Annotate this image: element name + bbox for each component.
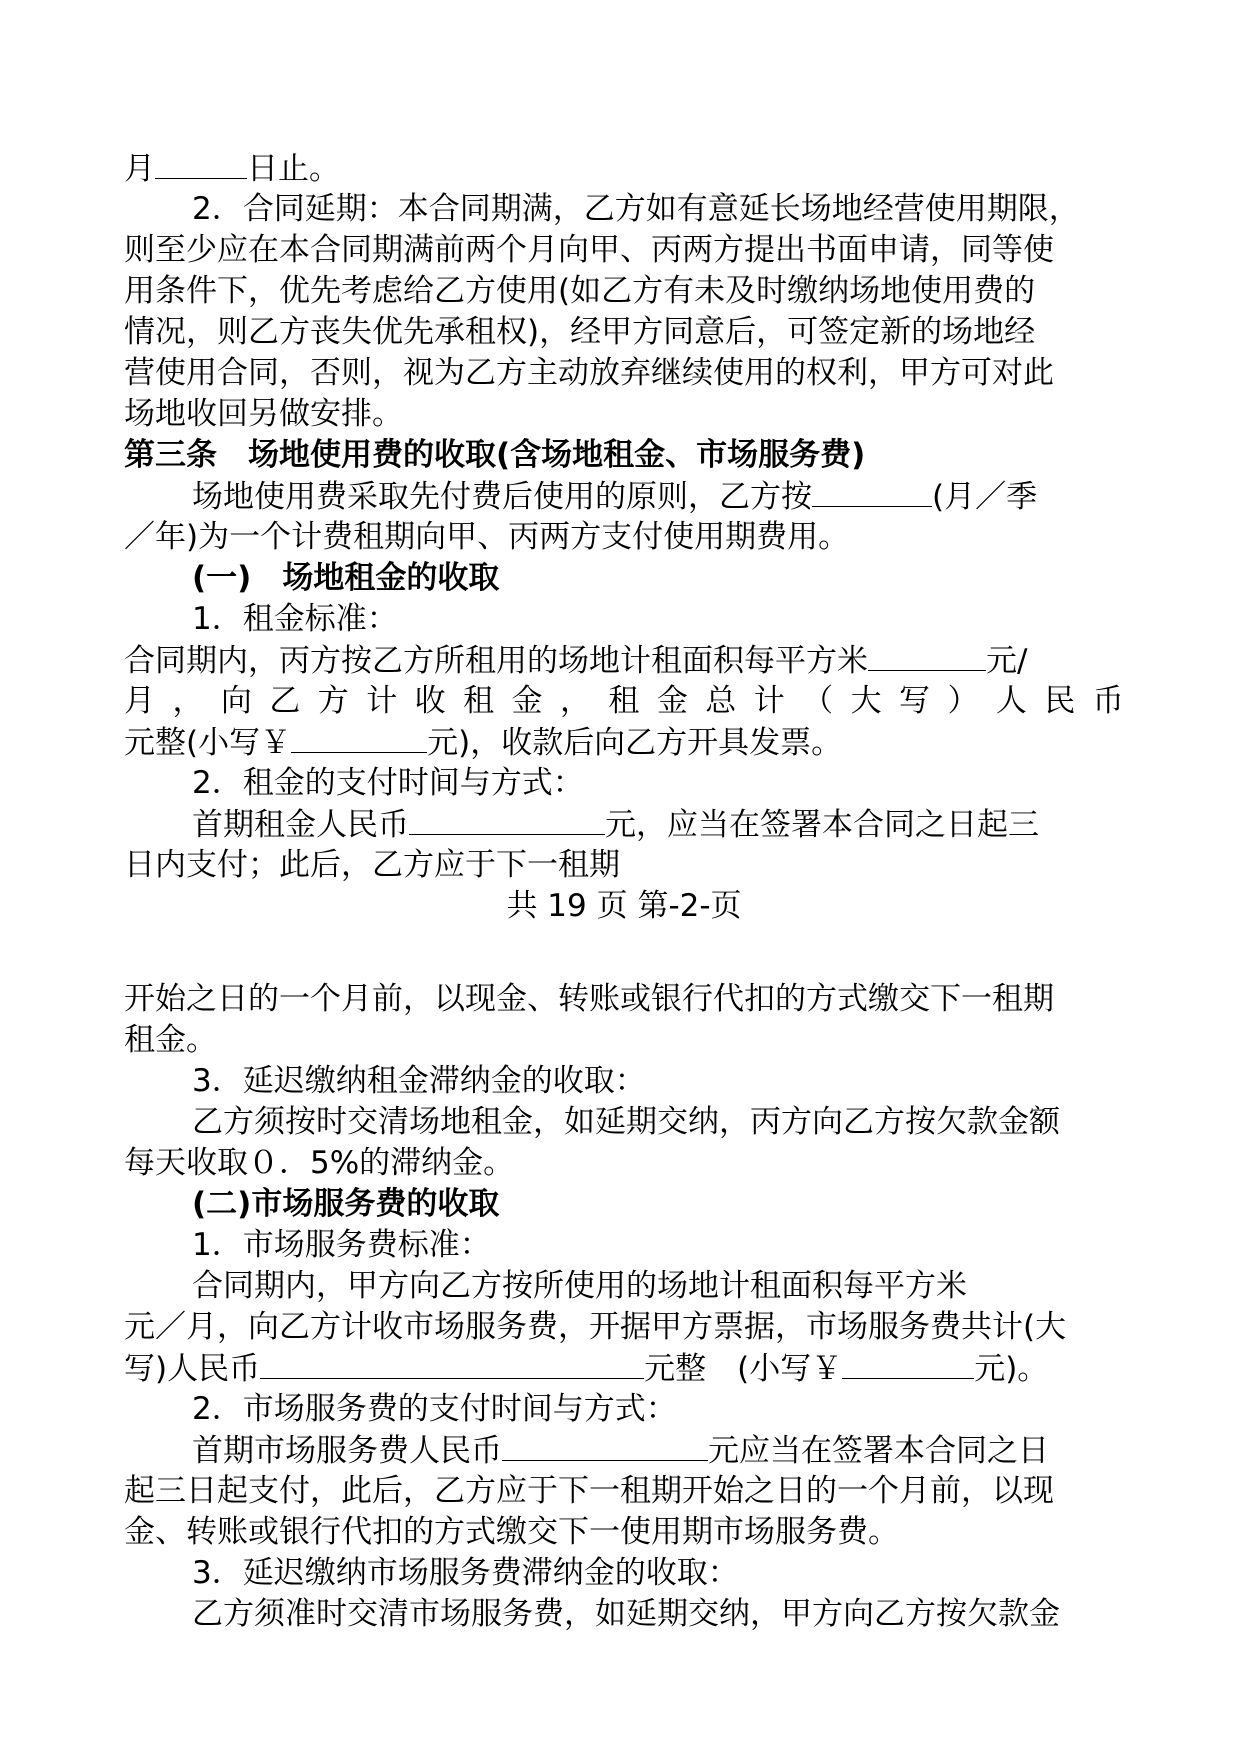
text-line: 2．合同延期：本合同期满，乙方如有意延长场地经营使用期限， [192,191,1080,227]
text-line: 则至少应在本合同期满前两个月向甲、丙两方提出书面申请，同等使 [124,232,1054,268]
text-line: 每天收取０．5%的滞纳金。 [124,1145,515,1181]
text-line [124,804,1124,845]
text-line: 2．市场服务费的支付时间与方式： [192,1391,677,1427]
text-line: 金、转账或银行代扣的方式缴交下一使用期市场服务费。 [124,1514,899,1550]
text-line: 日内支付；此后，乙方应于下一租期 [124,847,620,883]
section-heading: (一) 场地租金的收取 [192,560,500,596]
text-segment: (月／季 [932,479,1038,515]
justified-char: 金 [656,683,688,719]
text-segment: 元整(小写￥ [124,725,292,761]
text-line [124,640,1124,681]
justified-char: 人 [995,683,1027,719]
text-line [124,722,1124,763]
justified-char: ， [559,683,591,719]
justified-char: 月 [124,683,155,719]
page-footer: 共 19 页 第-2-页 [506,888,742,924]
text-segment: 月 [124,151,155,187]
text-line [124,148,1124,189]
text-segment: 元)。 [974,1351,1049,1387]
blank-field[interactable] [155,148,247,179]
blank-field[interactable] [868,640,986,671]
text-line: 情况，则乙方丧失优先承租权)，经甲方同意后，可签定新的场地经 [124,314,1036,350]
text-line: ／年)为一个计费租期向甲、丙两方支付使用期费用。 [124,519,850,555]
text-line: 元／月，向乙方计收市场服务费，开据甲方票据，市场服务费共计(大 [124,1309,1067,1345]
text-line: 1．租金标准： [192,601,398,637]
blank-field[interactable] [291,722,427,753]
section-heading: (二)市场服务费的收取 [192,1186,500,1222]
text-segment: 元整 (小写￥ [644,1351,843,1387]
justified-char: 租 [463,683,495,719]
document-page [124,148,1124,1635]
justified-char: 总 [705,683,737,719]
text-line [124,1430,1124,1471]
text-line: 3．延迟缴纳市场服务费滞纳金的收取： [192,1555,739,1591]
text-segment: 合同期内，丙方按乙方所租用的场地计租面积每平方米 [124,643,868,679]
text-line: 开始之日的一个月前，以现金、转账或银行代扣的方式缴交下一租期 [124,981,1054,1017]
text-line: 乙方须按时交清场地租金，如延期交纳，丙方向乙方按欠款金额 [192,1104,1060,1140]
text-line: 3．延迟缴纳租金滞纳金的收取： [192,1063,646,1099]
text-line: 起三日起支付，此后，乙方应于下一租期开始之日的一个月前，以现 [124,1473,1054,1509]
text-line: 场地收回另做安排。 [124,396,403,432]
text-line [124,1348,1124,1389]
text-line: 租金。 [124,1022,217,1058]
text-line: 2．租金的支付时间与方式： [192,765,584,801]
justified-char: 乙 [269,683,301,719]
justified-char: 方 [317,683,349,719]
text-segment: 元/ [986,643,1028,679]
text-segment: 写)人民币 [124,1351,261,1387]
page-gap [124,927,1124,979]
text-line: 1．市场服务费标准： [192,1227,491,1263]
blank-field[interactable] [842,1348,974,1379]
text-segment: 日止。 [247,151,340,187]
blank-field[interactable] [502,1430,708,1461]
text-segment: 元应当在签署本合同之日 [708,1433,1049,1469]
justified-char: ， [172,683,204,719]
text-segment: 元，应当在签署本合同之日起三 [605,807,1039,843]
text-line [124,476,1124,517]
text-line: 用条件下，优先考虑给乙方使用(如乙方有未及时缴纳场地使用费的 [124,273,1036,309]
justified-char: 金 [511,683,543,719]
blank-field[interactable] [812,476,932,507]
article-heading: 第三条 场地使用费的收取(含场地租金、市场服务费) [124,437,866,473]
justified-char: ） [947,683,979,719]
justified-char: 写 [899,683,930,719]
justified-char: 收 [414,683,446,719]
justified-text-line [124,681,1124,722]
blank-field[interactable] [409,804,605,835]
justified-char: 向 [220,683,252,719]
text-line: 营使用合同，否则，视为乙方主动放弃继续使用的权利，甲方可对此 [124,355,1054,391]
justified-char: 租 [608,683,640,719]
justified-char: （ [802,683,834,719]
justified-char: 大 [850,683,882,719]
text-line: 合同期内，甲方向乙方按所使用的场地计租面积每平方米 [192,1268,967,1304]
justified-char: 计 [366,683,398,719]
text-segment: 首期租金人民币 [192,807,409,843]
text-segment: 元)，收款后向乙方开具发票。 [427,725,843,761]
text-segment: 场地使用费采取先付费后使用的原则，乙方按 [192,479,812,515]
text-segment: 首期市场服务费人民币 [192,1433,502,1469]
blank-field[interactable] [260,1348,644,1379]
justified-char: 民 [1044,683,1076,719]
justified-char: 币 [1092,683,1124,719]
justified-char: 计 [753,683,785,719]
text-line: 乙方须准时交清市场服务费，如延期交纳，甲方向乙方按欠款金 [192,1596,1060,1632]
